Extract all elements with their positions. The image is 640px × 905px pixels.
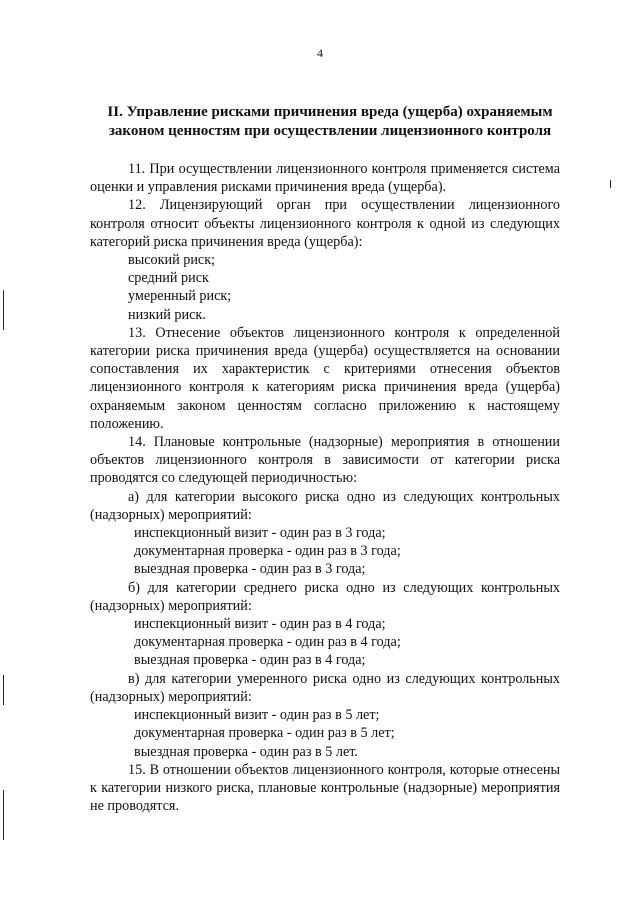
document-body (90, 160, 560, 815)
paragraph-15: 15. В отношении объектов лицензионного контроля, которые отнесены к категории низкого риска, плановые контрольные (надзорные) мероприятия не проводятся. (90, 761, 560, 815)
subitem-b-field: выездная проверка - один раз в 4 года; (134, 652, 366, 669)
subitem-c-field: выездная проверка - один раз в 5 лет. (134, 743, 358, 760)
paragraph-11: 11. При осуществлении лицензионного контроля применяется система оценки и управления рисками причинения вреда (ущерба). (90, 161, 560, 196)
paragraph-14: 14. Плановые контрольные (надзорные) мероприятия в отношении объектов лицензионного контроля в зависимости от категории риска проводятся со следующей периодичностью: (90, 434, 560, 487)
subitem-a-intro: а) для категории высокого риска одно из следующих контрольных (надзорных) мероприятий: (90, 488, 560, 523)
section-heading-line-2: законом ценностям при осуществлении лицензионного контроля (108, 123, 552, 139)
subitem-a-documentary: документарная проверка - один раз в 3 года; (134, 543, 401, 560)
scan-mark-right-1 (610, 180, 611, 188)
scan-mark-left-3 (3, 790, 4, 840)
risk-category-high: высокий риск; (128, 252, 216, 269)
paragraph-13: 13. Отнесение объектов лицензионного контроля к определенной категории риска причинения вреда (ущерба) осуществляется на основании сопоставления их характеристик с критериями отнесения объектов лицензионного контроля к категориям риска причинения вреда (ущерба) охраняемым законом ценностям согласно приложению к настоящему положению. (90, 324, 560, 432)
risk-category-moderate: умеренный риск; (128, 288, 232, 305)
scan-mark-left-1 (3, 290, 4, 330)
subitem-a-inspection: инспекционный визит - один раз в 3 года; (134, 525, 386, 542)
paragraph-12: 12. Лицензирующий орган при осуществлении лицензионного контроля относит объекты лицензионного контроля к одной из следующих категорий риска причинения вреда (ущерба): (90, 197, 560, 250)
subitem-c-intro: в) для категории умеренного риска одно из следующих контрольных (надзорных) мероприятий: (90, 670, 560, 705)
subitem-c-documentary: документарная проверка - один раз в 5 лет; (134, 725, 395, 742)
section-heading-line-1: II. Управление рисками причинения вреда (ущерба) охраняемым (107, 104, 553, 120)
section-heading (90, 103, 570, 141)
page-number: 4 (317, 46, 323, 60)
risk-category-low: низкий риск. (128, 306, 206, 323)
subitem-b-intro: б) для категории среднего риска одно из следующих контрольных (надзорных) мероприятий: (90, 579, 560, 614)
scan-mark-left-2 (3, 675, 4, 705)
subitem-b-documentary: документарная проверка - один раз в 4 года; (134, 634, 401, 651)
subitem-b-inspection: инспекционный визит - один раз в 4 года; (134, 616, 386, 633)
subitem-a-field: выездная проверка - один раз в 3 года; (134, 561, 366, 578)
subitem-c-inspection: инспекционный визит - один раз в 5 лет; (134, 707, 380, 724)
risk-category-medium: средний риск (128, 270, 209, 287)
